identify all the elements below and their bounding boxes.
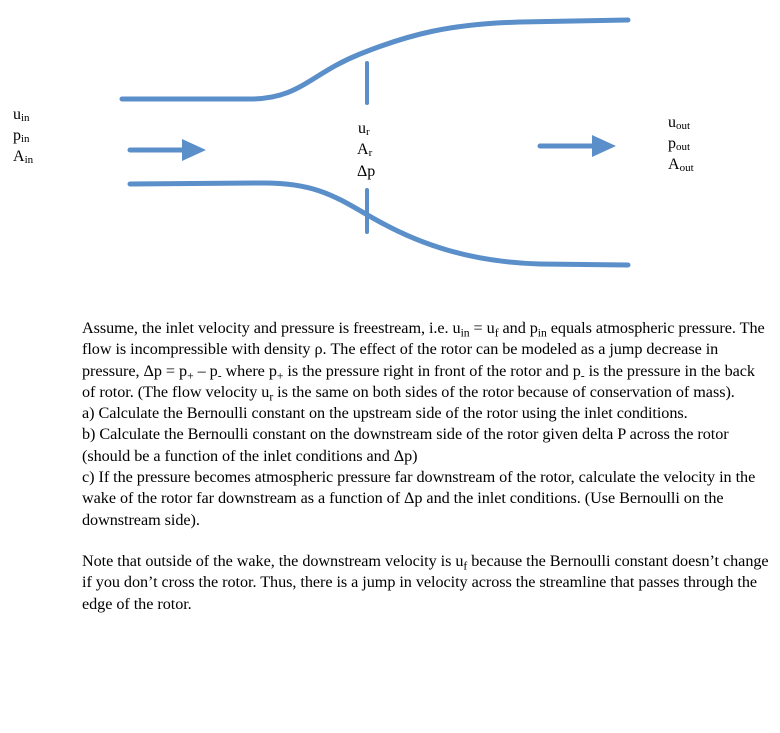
streamtube xyxy=(122,20,628,265)
question-a: a) Calculate the Bernoulli constant on the upstream side of the rotor using the inlet conditions. xyxy=(82,404,688,423)
paragraph-gap xyxy=(82,531,772,551)
outlet-velocity-label: $u_{out}$ xyxy=(668,114,691,132)
note-paragraph: Note that outside of the wake, the downstream velocity is $u_f$ because the Bernoulli constant doesn’t change if you don’t cross the rotor. Thus, there is a jump in velocity across the streamline that passes through the edge of the rotor. xyxy=(82,551,769,613)
assumption-paragraph: Assume, the inlet velocity and pressure is freestream, i.e. $u_{in} = u_f$ and $p_{in}$ equals atmospheric pressure. The flow is incompressible with density ρ. The effect of the rotor can be modeled as a jump decrease in pressure, $\Delta p = p_+ - p_-$ where $p_+$ is the pressure right in front of the rotor and $p_-$ is the pressure in the back of rotor. (The flow velocity $u_r$ is the same on both sides of the rotor because of conservation of mass). xyxy=(82,319,765,404)
question-c: c) If the pressure becomes atmospheric pressure far downstream of the rotor, calculate the velocity in the wake of the rotor far downstream as a function of Δp and the inlet conditions. (Use Bernoulli on the downstream side). xyxy=(82,468,756,529)
inlet-arrow-head xyxy=(182,139,206,161)
streamtube-svg xyxy=(0,0,780,300)
outlet-pressure-label: $p_{out}$ xyxy=(668,135,691,153)
outlet-arrow-head xyxy=(592,135,616,157)
inlet-area-label: $A_{in}$ xyxy=(13,148,34,166)
rotor-pressure-jump-label: Δp xyxy=(357,163,376,180)
inlet-pressure-label: $p_{in}$ xyxy=(13,127,30,145)
outlet-area-label: $A_{out}$ xyxy=(668,156,694,174)
problem-text xyxy=(82,318,772,615)
lower-streamline xyxy=(130,183,628,265)
inlet-velocity-label: $u_{in}$ xyxy=(13,106,30,124)
streamtube-diagram xyxy=(0,0,780,300)
question-b: b) Calculate the Bernoulli constant on the downstream side of the rotor given delta P across the rotor (should be a function of the inlet conditions and Δp) xyxy=(82,425,729,465)
rotor-velocity-label: $u_r$ xyxy=(358,120,370,138)
upper-streamline xyxy=(122,20,628,99)
rotor-area-label: $A_r$ xyxy=(357,141,373,159)
